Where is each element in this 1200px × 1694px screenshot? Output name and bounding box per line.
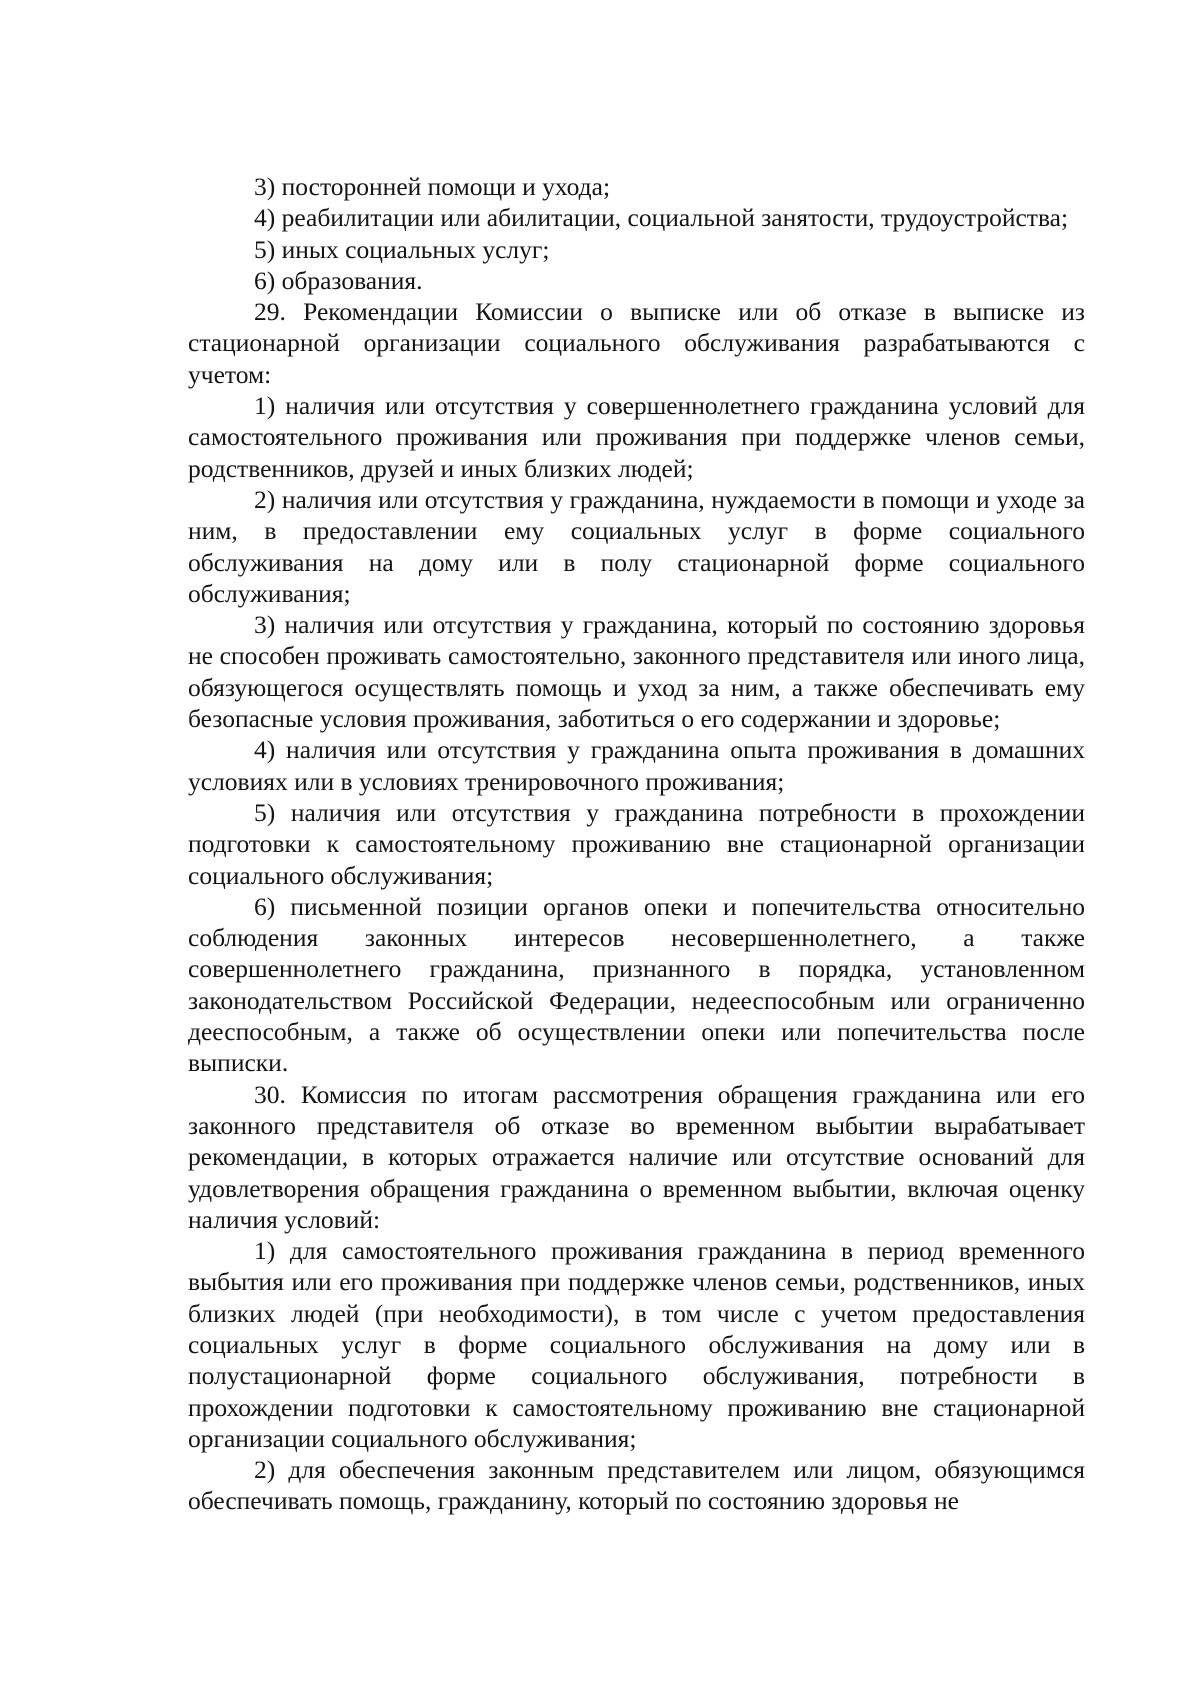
paragraph-item-3-care: 3) посторонней помощи и ухода; (254, 172, 611, 201)
paragraph-clause-30-item-1: 1) для самостоятельного проживания гражданина в период временного выбытия или его проживания при поддержке членов семьи, родственников, иных близких людей (при необходимости), в том числе с учетом предоставления социальных услуг в форме социального обслуживания на дому или в полустационарной форме социального обслуживания, потребности в прохождении подготовки к самостоятельному проживанию вне стационарной организации социального обслуживания; (188, 1236, 1085, 1453)
paragraph-clause-29-item-4: 4) наличия или отсутствия у гражданина опыта проживания в домашних условиях или в условиях тренировочного проживания; (188, 735, 1085, 796)
paragraph-clause-30-item-2: 2) для обеспечения законным представителем или лицом, обязующимся обеспечивать помощь, гражданину, который по состоянию здоровья не (188, 1455, 1085, 1516)
paragraph-clause-29-item-5: 5) наличия или отсутствия у гражданина потребности в прохождении подготовки к самостоятельному проживанию вне стационарной организации социального обслуживания; (188, 797, 1085, 890)
paragraph-item-6-education: 6) образования. (254, 265, 423, 295)
document-body (188, 171, 1085, 1517)
paragraph-clause-29: 29. Рекомендации Комиссии о выписке или об отказе в выписке из стационарной организации социального обслуживания разрабатываются с учетом: (188, 297, 1085, 389)
paragraph-clause-29-item-2: 2) наличия или отсутствия у гражданина, нуждаемости в помощи и уходе за ним, в предоставлении ему социальных услуг в форме социального обслуживания на дому или в полу стационарной форме социального обслуживания; (188, 484, 1085, 608)
paragraph-item-4-rehabilitation: 4) реабилитации или абилитации, социальной занятости, трудоустройства; (254, 203, 1069, 233)
paragraph-clause-30: 30. Комиссия по итогам рассмотрения обращения гражданина или его законного представителя об отказе во временном выбытии вырабатывает рекомендации, в которых отражается наличие или отсутствие оснований для удовлетворения обращения гражданина о временном выбытии, включая оценку наличия условий: (188, 1079, 1085, 1234)
paragraph-clause-29-item-1: 1) наличия или отсутствия у совершеннолетнего гражданина условий для самостоятельного проживания или проживания при поддержке членов семьи, родственников, друзей и иных близких людей; (188, 391, 1085, 483)
paragraph-clause-29-item-3: 3) наличия или отсутствия у гражданина, который по состоянию здоровья не способен проживать самостоятельно, законного представителя или иного лица, обязующегося осуществлять помощь и уход за ним, а также обеспечивать ему безопасные условия проживания, заботиться о его содержании и здоровье; (188, 610, 1085, 734)
paragraph-item-5-social-services: 5) иных социальных услуг; (254, 234, 550, 264)
paragraph-clause-29-item-6: 6) письменной позиции органов опеки и попечительства относительно соблюдения законных интересов несовершеннолетнего, а также совершеннолетнего гражданина, признанного в порядка, установленном законодательством Российской Федерации, недееспособным или ограниченно дееспособным, а также об осуществлении опеки или попечительства после выписки. (188, 891, 1085, 1078)
